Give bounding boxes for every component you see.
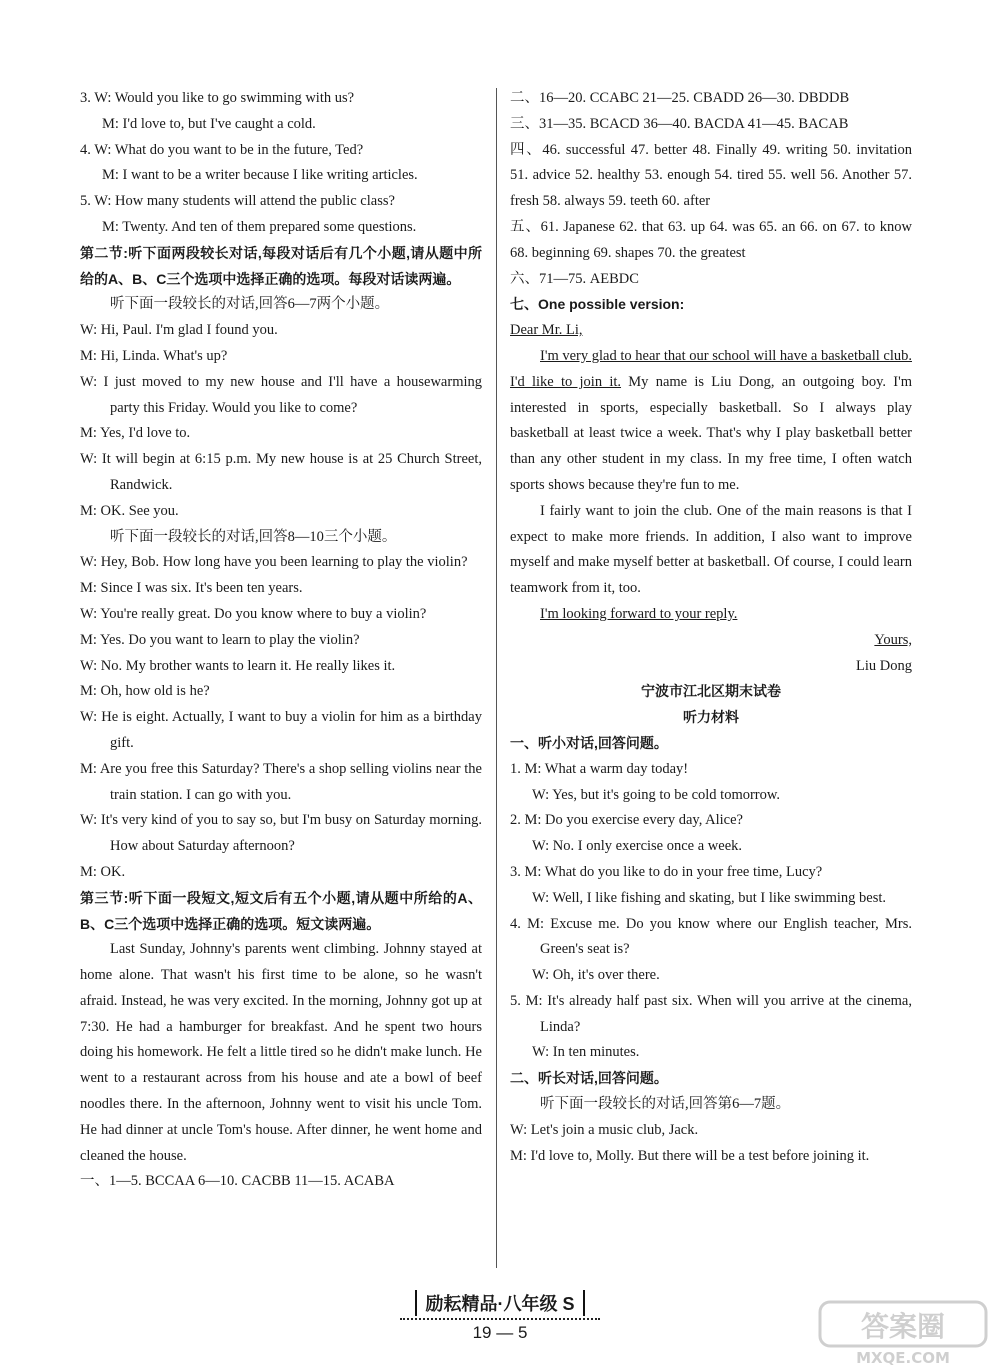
svg-text:答案圈: 答案圈: [860, 1310, 946, 1343]
left-line: 3. W: Would you like to go swimming with us?: [80, 90, 355, 106]
left-line: M: Yes. Do you want to learn to play the violin?: [80, 631, 360, 648]
left-line: M: Oh, how old is he?: [80, 683, 210, 700]
letter-underlined-sentence: I'm very glad to hear that our school will have a basketball club. I'd like to join it.: [510, 347, 912, 390]
right-line: I fairly want to join the club. One of the main reasons is that I expect to make more friends. In addition, I also want to improve myself and make myself better at basketball. Of course, I could learn teamwork from it, too.: [510, 502, 912, 597]
page-number: 19 — 5: [472, 1323, 528, 1342]
right-line: 二、16—20. CCABC 21—25. CBADD 26—30. DBDDB: [510, 90, 850, 106]
footer-rule: [400, 1318, 600, 1321]
left-line: M: I'd love to, but I've caught a cold.: [102, 115, 316, 132]
right-line: 七、One possible version:: [510, 296, 685, 313]
right-line: W: In ten minutes.: [532, 1044, 640, 1061]
left-line: W: It will begin at 6:15 p.m. My new house is at 25 Church Street, Randwick.: [80, 451, 482, 493]
sign-off: Yours,: [874, 631, 912, 648]
right-line: [510, 344, 912, 499]
left-line: 一、1—5. BCCAA 6—10. CACBB 11—15. ACABA: [80, 1173, 395, 1190]
left-line: W: I just moved to my new house and I'll have a housewarming party this Friday. Would you like to come?: [80, 373, 482, 416]
right-line: W: No. I only exercise once a week.: [532, 838, 743, 855]
right-line: 五、61. Japanese 62. that 63. up 64. was 65. an 66. on 67. to know 68. beginning 69. shapes 70. the greatest: [510, 218, 912, 261]
right-column: [510, 86, 912, 1169]
left-line: W: No. My brother wants to learn it. He really likes it.: [80, 657, 396, 674]
left-line: M: Twenty. And ten of them prepared some questions.: [102, 218, 417, 235]
left-line: M: Since I was six. It's been ten years.: [80, 580, 303, 597]
left-line: W: You're really great. Do you know where to buy a violin?: [80, 605, 427, 622]
right-line: W: Well, I like fishing and skating, but I like swimming best.: [532, 889, 887, 906]
left-line: M: Hi, Linda. What's up?: [80, 347, 228, 364]
left-line: Last Sunday, Johnny's parents went climbing. Johnny stayed at home alone. That wasn't his first time to be alone, so he wasn't afraid. Instead, he was very excited. In the morning, Johnny got up at 7:30. He had a hamburger for breakfast. And he spent two hours doing his homework. He felt a little tired so he didn't make lunch. He went to a restaurant across from his house and ate a bowl of beef noodles there. In the afternoon, Johnny went to visit his uncle Tom. He had dinner at uncle Tom's house. After dinner, he went home and cleaned the house.: [80, 941, 482, 1164]
right-line: [510, 602, 912, 628]
left-line: 听下面一段较长的对话,回答6—7两个小题。: [110, 296, 390, 313]
right-line: 三、31—35. BCACD 36—40. BACDA 41—45. BACAB: [510, 115, 849, 132]
left-line: M: OK.: [80, 863, 126, 880]
right-line: 二、听长对话,回答问题。: [510, 1070, 668, 1087]
left-line: M: Are you free this Saturday? There's a shop selling violins near the train station. I can go with you.: [80, 760, 482, 803]
watermark-logo: [818, 1300, 988, 1366]
left-line: M: Yes, I'd love to.: [80, 425, 191, 442]
left-line: 4. W: What do you want to be in the future, Ted?: [80, 141, 364, 158]
right-line: Liu Dong: [856, 657, 912, 674]
right-line: M: I'd love to, Molly. But there will be a test before joining it.: [510, 1147, 870, 1164]
right-line: 2. M: Do you exercise every day, Alice?: [510, 812, 743, 829]
left-line: 听下面一段较长的对话,回答8—10三个小题。: [110, 528, 397, 545]
right-line: 4. M: Excuse me. Do you know where our English teacher, Mrs. Green's seat is?: [510, 915, 912, 958]
right-line: [510, 628, 912, 654]
left-line: 第三节:听下面一段短文,短文后有五个小题,请从题中所给的A、B、C三个选项中选择正确的选项。短文读两遍。: [80, 889, 482, 932]
left-line: W: It's very kind of you to say so, but I'm busy on Saturday morning. How about Saturday afternoon?: [80, 812, 482, 855]
right-line: 听下面一段较长的对话,回答第6—7题。: [540, 1096, 791, 1113]
right-line: W: Let's join a music club, Jack.: [510, 1121, 699, 1138]
svg-text:MXQE.COM: MXQE.COM: [856, 1349, 950, 1366]
letter-body: My name is Liu Dong, an outgoing boy. I'm interested in sports, especially basketball. So I always play basketball at least twice a week. That's why I play basketball better than any other student in my class. In my free time, I often watch sports shows because they're fun to me.: [510, 373, 912, 493]
column-divider: [496, 88, 497, 1268]
right-line: 一、听小对话,回答问题。: [510, 734, 668, 751]
right-line: 1. M: What a warm day today!: [510, 760, 689, 777]
right-line: W: Yes, but it's going to be cold tomorrow.: [532, 786, 781, 803]
right-line: 3. M: What do you like to do in your free time, Lucy?: [510, 863, 823, 880]
closing-line: I'm looking forward to your reply.: [540, 605, 738, 622]
left-line: W: Hey, Bob. How long have you been learning to play the violin?: [80, 554, 468, 571]
right-line: 5. M: It's already half past six. When will you arrive at the cinema, Linda?: [510, 992, 912, 1035]
left-line: W: He is eight. Actually, I want to buy a violin for him as a birthday gift.: [80, 709, 482, 751]
right-line: 六、71—75. AEBDC: [510, 270, 639, 287]
footer-brand: 励耘精品·八年级 S: [415, 1290, 584, 1316]
right-line: 四、46. successful 47. better 48. Finally 49. writing 50. invitation 51. advice 52. healthy 53. enough 54. tired 55. well 56. Another 57. fresh 58. always 59. teeth 60. after: [510, 141, 912, 210]
right-line: [510, 318, 912, 344]
left-line: M: I want to be a writer because I like writing articles.: [102, 167, 418, 184]
right-line: 宁波市江北区期末试卷: [641, 683, 781, 700]
left-line: M: OK. See you.: [80, 502, 179, 519]
salutation: Dear Mr. Li,: [510, 322, 583, 339]
right-line: 听力材料: [683, 709, 739, 726]
left-line: 5. W: How many students will attend the public class?: [80, 193, 395, 210]
left-column: [80, 86, 482, 1195]
left-line: W: Hi, Paul. I'm glad I found you.: [80, 322, 278, 339]
left-line: 第二节:听下面两段较长对话,每段对话后有几个小题,请从题中所给的A、B、C三个选项中选择正确的选项。每段对话读两遍。: [80, 244, 482, 287]
right-line: W: Oh, it's over there.: [532, 967, 660, 984]
